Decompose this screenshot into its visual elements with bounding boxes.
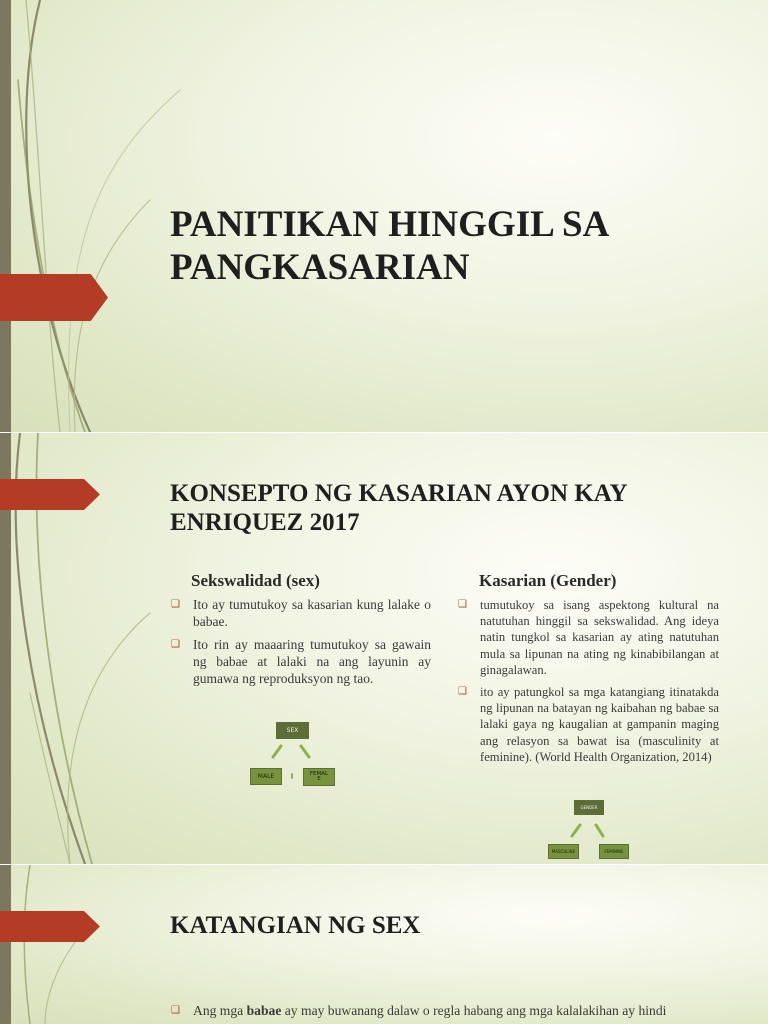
bullet-marker-icon: ❑ xyxy=(171,599,180,610)
column-heading-gender: Kasarian (Gender) xyxy=(479,571,617,590)
slide-1 xyxy=(0,0,768,432)
list-item: ❑ ito ay patungkol sa mga katangiang itinatakda ng lipunan na batayan ng kaibahan ng babae sa lalaki gaya ng kaugalian at gampanin maging ang relasyon sa bawat isa (masculinity at feminine). (World Health Organization, 2014) xyxy=(458,685,719,764)
list-item: ❑ Ito ay tumutukoy sa kasarian kung lalake o babae. xyxy=(171,597,431,629)
decorative-swirl xyxy=(0,0,190,432)
slide-2 xyxy=(0,433,768,864)
slide-title: KATANGIAN NG SEX xyxy=(170,912,421,939)
left-accent-bar xyxy=(0,865,11,1024)
accent-arrow-tab xyxy=(0,911,100,942)
left-accent-bar xyxy=(0,0,11,432)
bullet-marker-icon: ❑ xyxy=(458,599,467,610)
slide-title: KONSEPTO NG KASARIAN AYON KAY ENRIQUEZ 2017 xyxy=(170,480,628,537)
column-heading-sex: Sekswalidad (sex) xyxy=(191,571,320,590)
decorative-swirl xyxy=(0,865,120,1024)
gender-bullet-list xyxy=(457,597,719,771)
list-item: ❑ tumutukoy sa isang aspektong kultural na natutuhan hinggil sa sekswalidad. Ang ideya natin tungkol sa kasarian ay ating natutuhan mula sa lipunan na ating ng kinabibilangan at ginagalawan. xyxy=(458,598,719,677)
accent-arrow-tab xyxy=(0,479,100,510)
diagram-node-female: FEMAL E xyxy=(303,768,335,786)
diagram-node-masculine: MASCULINE xyxy=(548,844,579,859)
diagram-node-male: MALE xyxy=(250,768,282,785)
list-item: ❑ Ito rin ay maaaring tumutukoy sa gawain ng babae at lalaki na ang layunin ay gumawa ng reproduksyon ng tao. xyxy=(171,637,431,686)
bullet-marker-icon: ❑ xyxy=(171,1005,180,1016)
diagram-node-sex: SEX xyxy=(276,722,309,739)
diagram-node-feminine: FEMININE xyxy=(599,844,629,859)
bullet-marker-icon: ❑ xyxy=(171,639,180,650)
bullet-marker-icon: ❑ xyxy=(458,686,467,698)
slide-3 xyxy=(0,865,768,1024)
diagram-node-gender: GENDER xyxy=(574,800,604,815)
sex-bullet-list xyxy=(170,596,431,693)
accent-arrow-tab xyxy=(0,274,108,321)
sex-traits-bullet-list xyxy=(170,1002,719,1019)
list-item: ❑ Ang mga babae ay may buwanang dalaw o regla habang ang mga kalalakihan ay hindi xyxy=(171,1003,667,1018)
slide-title: PANITIKAN HINGGIL SA PANGKASARIAN xyxy=(170,204,610,289)
